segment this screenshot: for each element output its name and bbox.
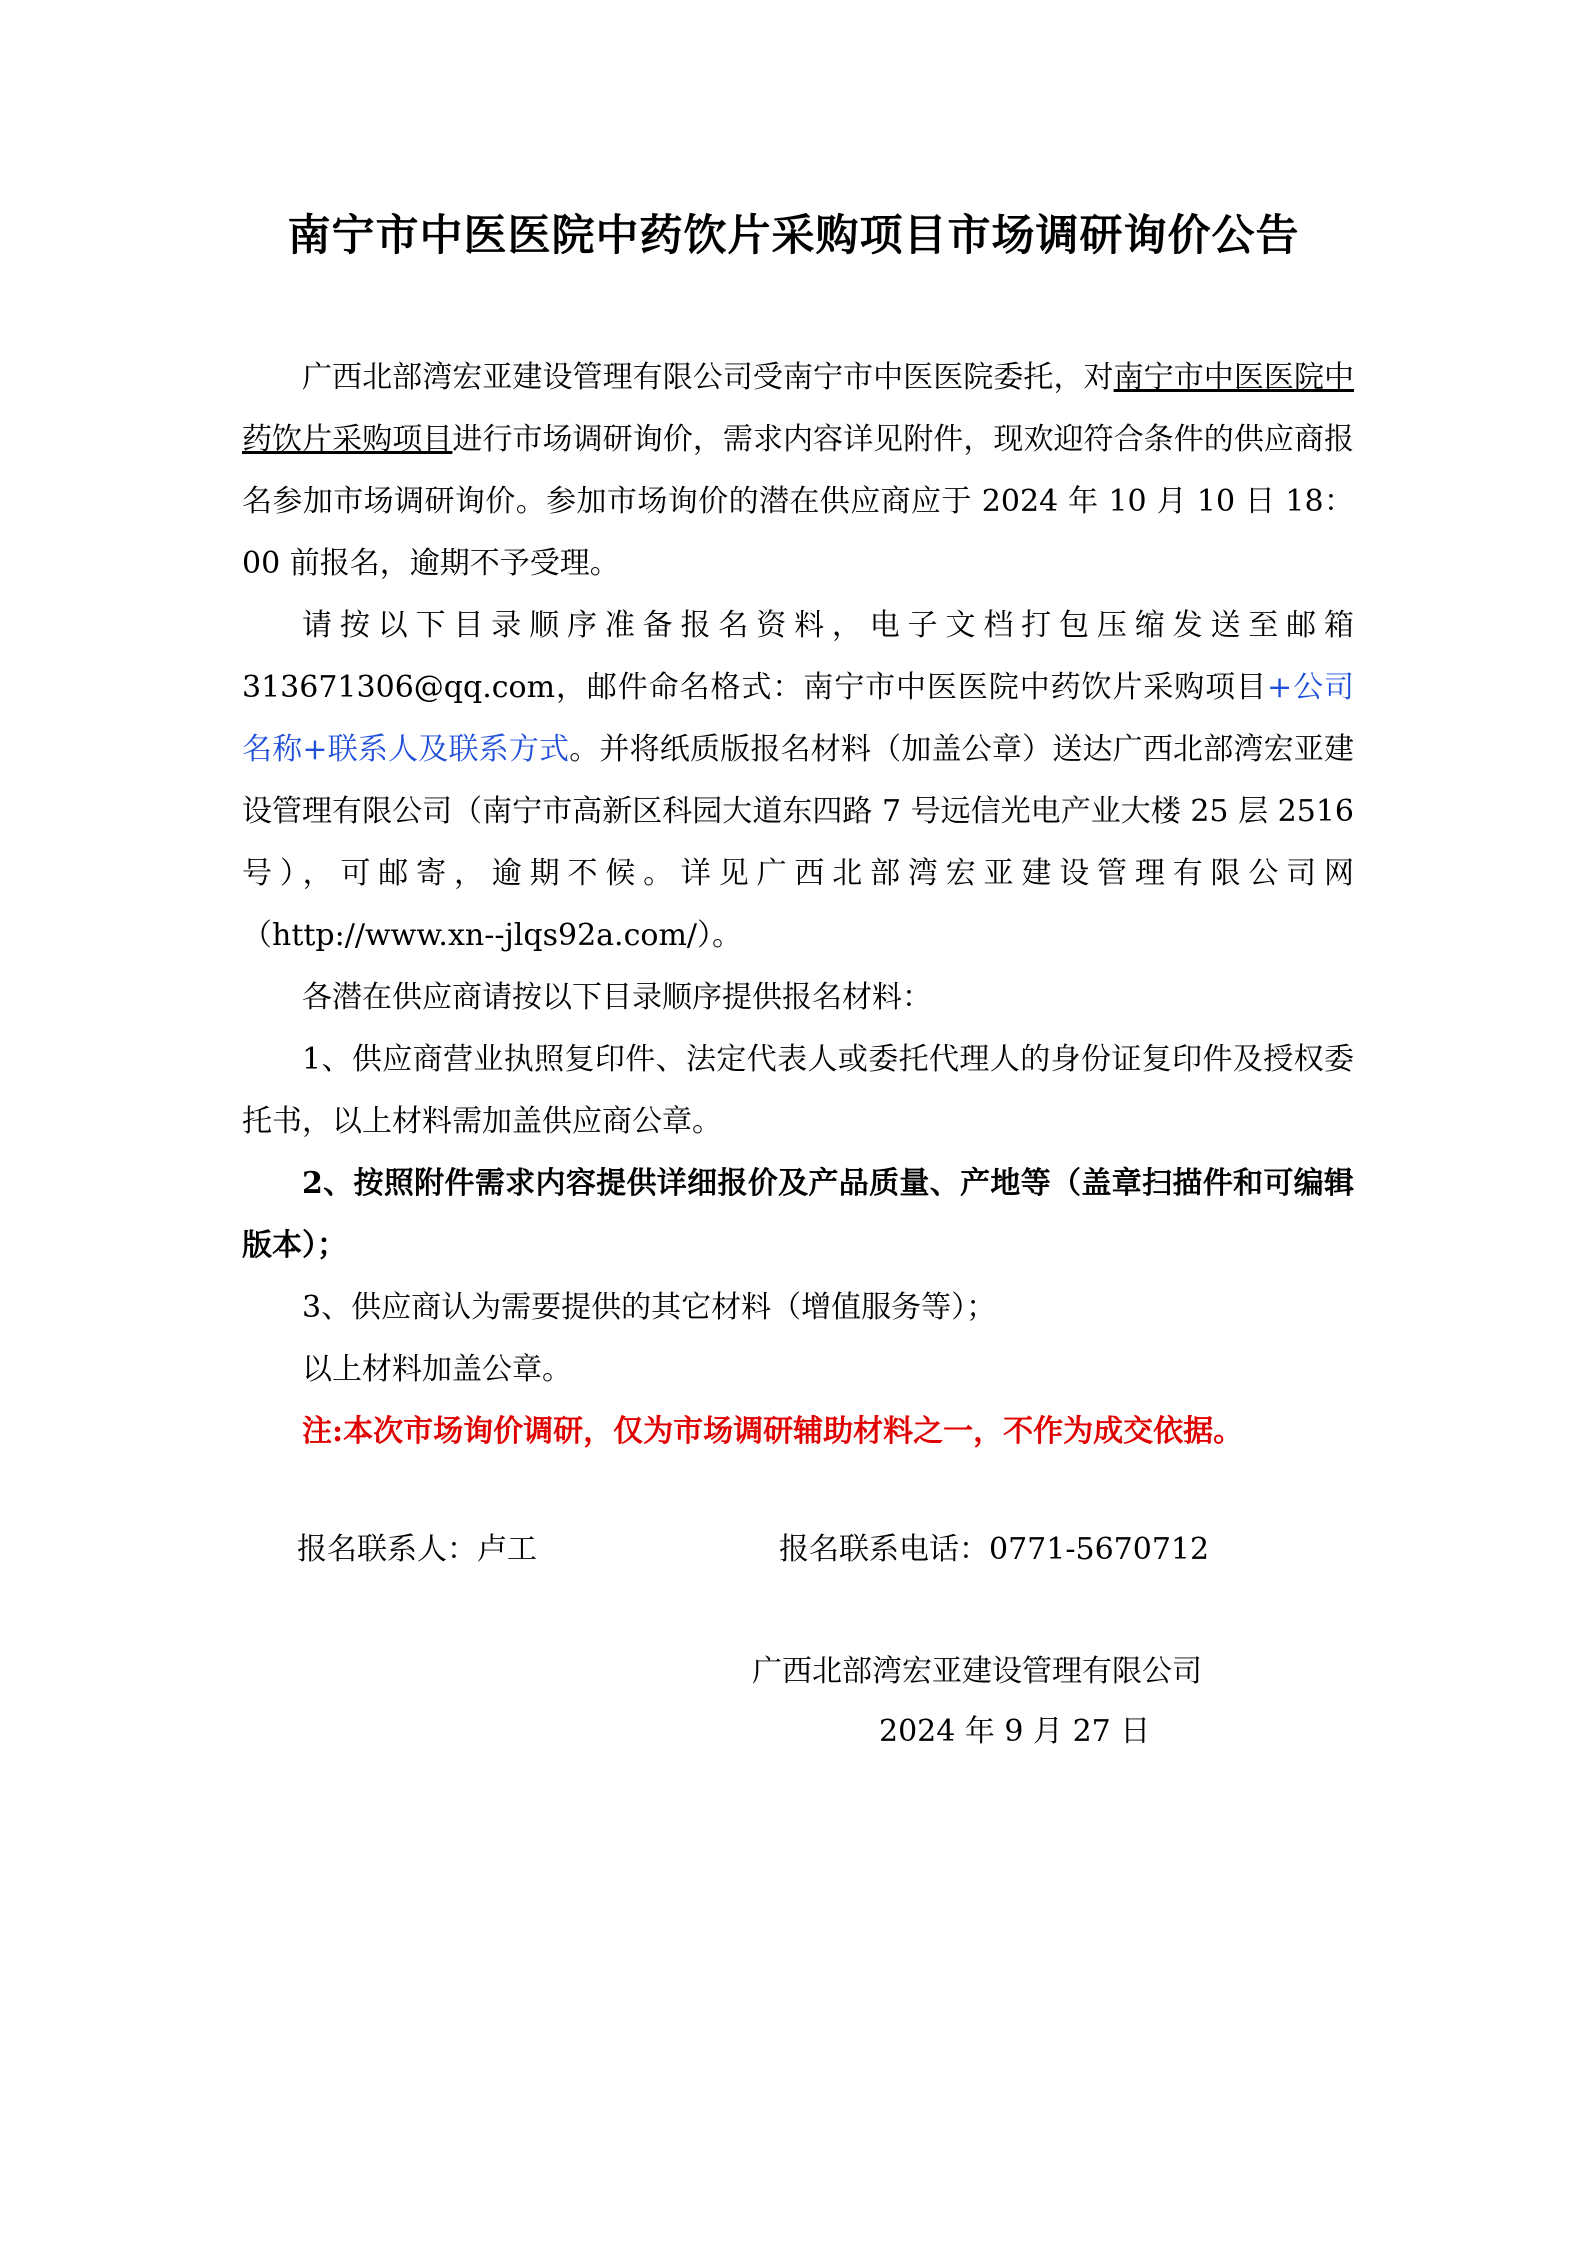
page-title: 南宁市中医医院中药饮片采购项目市场调研询价公告 bbox=[287, 211, 1300, 261]
issue-date: 2024 年 9 月 27 日 bbox=[879, 1714, 1151, 1749]
disclaimer-note: 注:本次市场询价调研，仅为市场调研辅助材料之一，不作为成交依据。 bbox=[302, 1414, 1244, 1449]
submission-paragraph bbox=[242, 595, 1354, 967]
material-item-1: 1、供应商营业执照复印件、法定代表人或委托代理人的身份证复印件及授权委托书，以上材料需加盖供应商公章。 bbox=[242, 1042, 1354, 1139]
intro-text-b: 进行市场调研询价，需求内容详见附件，现欢迎符合条件的供应商报名参加市场调研询价。参加市场询价的潜在供应商应于 2024 年 10 月 10 日 18：00 前报名，逾期不予受理。 bbox=[242, 422, 1355, 581]
issuer-company: 广西北部湾宏亚建设管理有限公司 bbox=[752, 1654, 1202, 1689]
stamp-note: 以上材料加盖公章。 bbox=[302, 1352, 572, 1387]
intro-text-a: 广西北部湾宏亚建设管理有限公司受南宁市中医医院委托，对 bbox=[302, 360, 1114, 395]
submission-text-b: 。并将纸质版报名材料（加盖公章）送达广西北部湾宏亚建设管理有限公司（南宁市高新区科园大道东四路 7 号远信光电产业大楼 25 层 2516 号），可邮寄，逾期不候。详见广西北部湾宏亚建设管理有限公司网（http://www.xn--jlqs92a.com/）。 bbox=[242, 732, 1354, 953]
document-body bbox=[242, 347, 1354, 1463]
intro-paragraph bbox=[242, 347, 1354, 595]
submission-text-a: 请按以下目录顺序准备报名资料，电子文档打包压缩发送至邮箱 313671306@qq.com，邮件命名格式：南宁市中医医院中药饮片采购项目 bbox=[242, 608, 1354, 705]
contact-phone: 报名联系电话：0771-5670712 bbox=[779, 1532, 1210, 1567]
contact-person: 报名联系人：卢工 bbox=[297, 1532, 537, 1567]
materials-heading: 各潜在供应商请按以下目录顺序提供报名材料： bbox=[302, 980, 932, 1015]
material-item-2: 2、按照附件需求内容提供详细报价及产品质量、产地等（盖章扫描件和可编辑版本）； bbox=[242, 1166, 1354, 1263]
naming-format: +公司名称+联系人及联系方式 bbox=[242, 670, 1354, 767]
material-item-3: 3、供应商认为需要提供的其它材料（增值服务等）； bbox=[302, 1290, 997, 1325]
project-name: 南宁市中医医院中药饮片采购项目 bbox=[242, 360, 1355, 457]
